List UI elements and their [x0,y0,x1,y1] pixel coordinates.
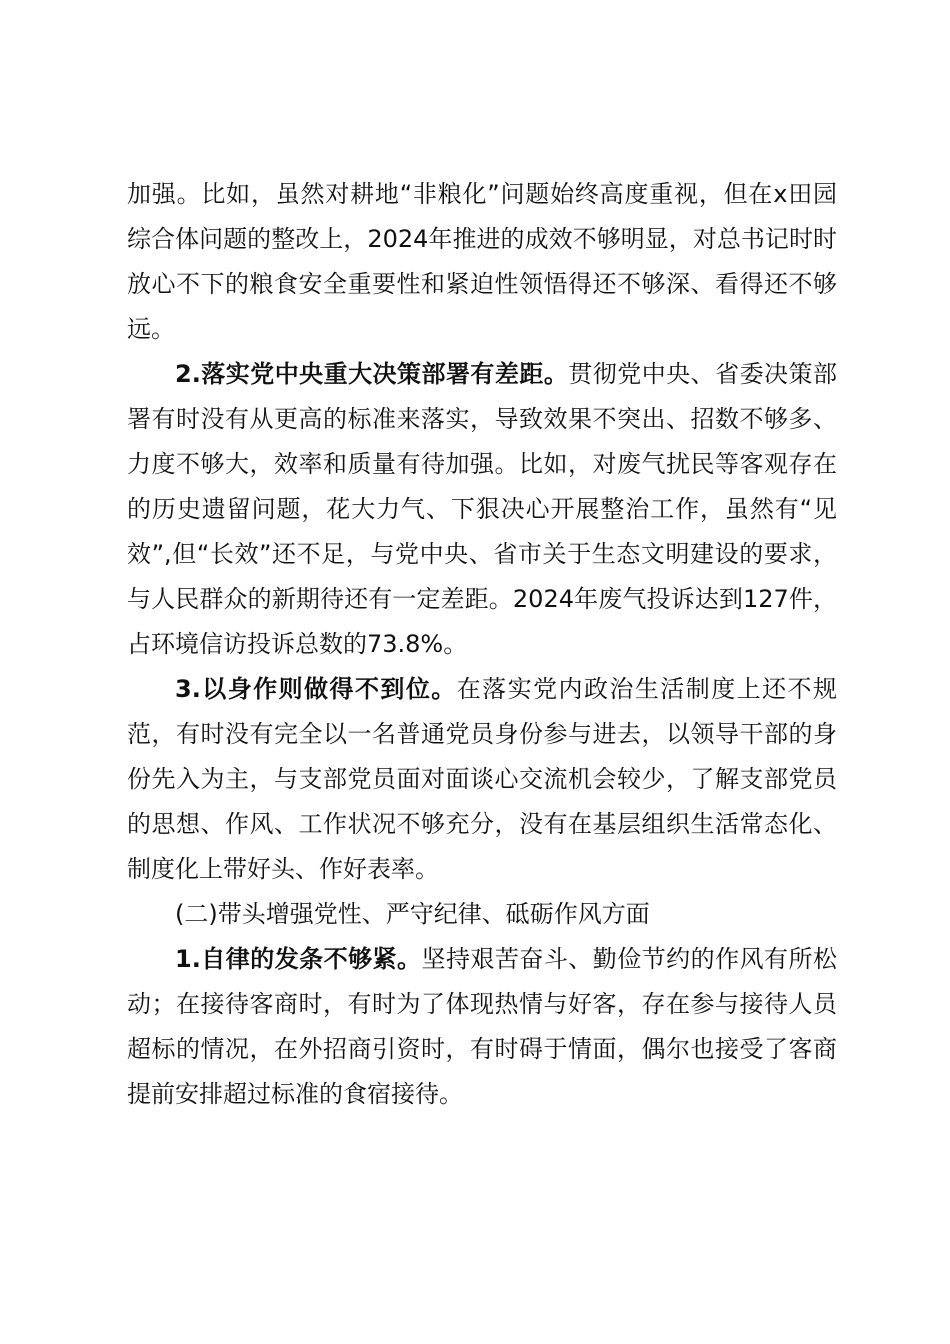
item-heading: 2.落实党中央重大决策部署有差距。 [175,360,569,388]
paragraph-continuation [127,172,837,352]
section-heading [127,892,837,937]
paragraph-item-1 [127,937,837,1117]
paragraph-item-2 [127,352,837,667]
section-title: (二)带头增强党性、严守纪律、砥砺作风方面 [175,900,650,928]
item-body: 贯彻党中央、省委决策部署有时没有从更高的标准来落实，导致效果不突出、招数不够多、力度不够大，效率和质量有待加强。比如，对废气扰民等客观存在的历史遗留问题，花大力气、下狠决心开展整治工作，虽然有“见效”,但“长效”还不足，与党中央、省市关于生态文明建设的要求，与人民群众的新期待还有一定差距。2024年废气投诉达到127件，占环境信访投诉总数的73.8%。 [127,360,837,658]
item-body: 坚持艰苦奋斗、勤俭节约的作风有所松动；在接待客商时，有时为了体现热情与好客，存在参与接待人员超标的情况，在外招商引资时，有时碍于情面，偶尔也接受了客商提前安排超过标准的食宿接待。 [127,945,837,1108]
document-body [127,172,837,1117]
paragraph-text: 加强。比如，虽然对耕地“非粮化”问题始终高度重视，但在x田园综合体问题的整改上，2024年推进的成效不够明显，对总书记时时放心不下的粮食安全重要性和紧迫性领悟得还不够深、看得还不够远。 [127,180,837,343]
paragraph-item-3 [127,667,837,892]
item-heading: 1.自律的发条不够紧。 [175,945,422,973]
item-body: 在落实党内政治生活制度上还不规范，有时没有完全以一名普通党员身份参与进去，以领导干部的身份先入为主，与支部党员面对面谈心交流机会较少，了解支部党员的思想、作风、工作状况不够充分，没有在基层组织生活常态化、制度化上带好头、作好表率。 [127,675,837,883]
item-heading: 3.以身作则做得不到位。 [175,675,457,703]
